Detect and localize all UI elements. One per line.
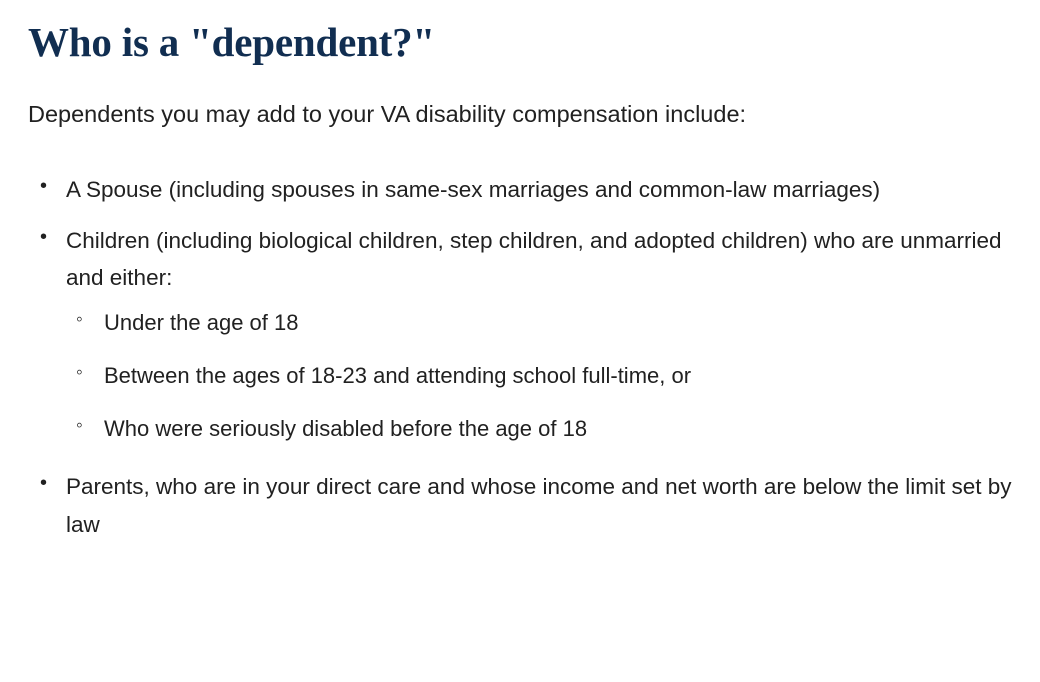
intro-paragraph: Dependents you may add to your VA disability compensation include: [28,101,747,128]
list-item-text: A Spouse (including spouses in same-sex marriages and common-law marriages) [66,176,881,202]
dependents-list [28,171,1012,543]
sublist-item-text: Under the age of 18 [104,309,299,335]
sublist-item-text: Between the ages of 18-23 and attending school full-time, or [104,362,692,388]
sublist-item [66,358,1012,393]
page-title: Who is a "dependent?" [28,19,435,65]
sublist-item [66,411,1012,446]
list-item [28,171,1012,208]
list-item [28,468,1012,543]
list-item-text: Parents, who are in your direct care and whose income and net worth are below the limit set by law [66,474,1012,537]
children-sublist [66,305,1012,447]
list-item [28,222,1012,446]
list-item-text: Children (including biological children, step children, and adopted children) who are unmarried and either: [66,228,1002,291]
sublist-item [66,305,1012,340]
sublist-item-text: Who were seriously disabled before the age of 18 [104,416,588,442]
